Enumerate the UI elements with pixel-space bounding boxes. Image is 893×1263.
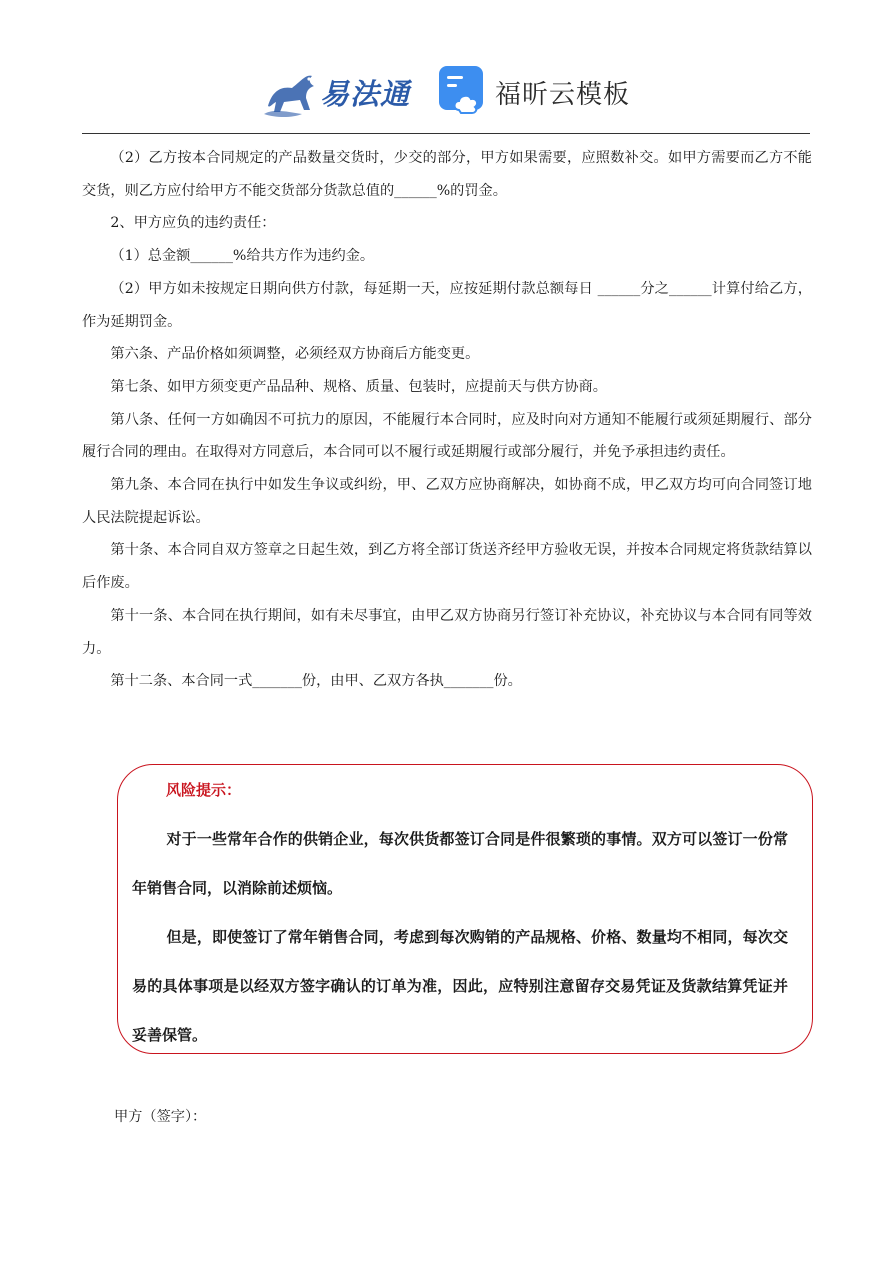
clause-paragraph: 第六条、产品价格如须调整，必须经双方协商后方能变更。: [110, 346, 480, 363]
foxit-template-logo: [437, 64, 637, 120]
clause-paragraph: 第十条、本合同自双方签章之日起生效，到乙方将全部订货送齐经甲方验收无误，并按本合同规定将货款结算以后作废。: [82, 542, 812, 592]
risk-warning-body: [132, 815, 788, 1060]
cloud-document-icon: [437, 64, 489, 116]
risk-warning-paragraph: 对于一些常年合作的供销企业，每次供货都签订合同是件很繁琐的事情。双方可以签订一份常年销售合同，以消除前述烦恼。: [132, 830, 788, 897]
yifatong-logo-text: 易法通: [320, 77, 411, 111]
qilin-icon: [262, 62, 322, 120]
yifatong-logo: [262, 62, 422, 120]
risk-warning-box: [117, 764, 813, 1054]
clause-paragraph: 第八条、任何一方如确因不可抗力的原因，不能履行本合同时，应及时向对方通知不能履行或须延期履行、部分履行合同的理由。在取得对方同意后，本合同可以不履行或延期履行或部分履行，并免予承担违约责任。: [82, 411, 812, 461]
clause-paragraph: （1）总金额______%给共方作为违约金。: [110, 248, 375, 265]
clause-paragraph: 第十一条、本合同在执行期间，如有未尽事宜，由甲乙双方协商另行签订补充协议，补充协议与本合同有同等效力。: [82, 607, 812, 657]
clause-paragraph: 2、甲方应负的违约责任：: [110, 215, 276, 232]
risk-warning-paragraph: 但是，即使签订了常年销售合同，考虑到每次购销的产品规格、价格、数量均不相同，每次交易的具体事项是以经双方签字确认的订单为准，因此，应特别注意留存交易凭证及货款结算凭证并妥善保管。: [132, 928, 788, 1044]
party-a-signature-label: 甲方（签字）：: [114, 1109, 207, 1125]
clause-paragraph: （2）甲方如未按规定日期向供方付款，每延期一天，应按延期付款总额每日 ______分之______计算付给乙方，作为延期罚金。: [82, 280, 812, 330]
risk-warning-title: 风险提示：: [166, 781, 242, 799]
clause-paragraph: 第九条、本合同在执行中如发生争议或纠纷，甲、乙双方应协商解决，如协商不成，甲乙双方均可向合同签订地人民法院提起诉讼。: [82, 477, 812, 526]
page-header: [0, 56, 893, 126]
foxit-template-logo-text: 福昕云模板: [495, 80, 631, 110]
header-divider: [82, 133, 810, 134]
clause-paragraph: （2）乙方按本合同规定的产品数量交货时，少交的部分，甲方如果需要，应照数补交。如甲方需要而乙方不能交货，则乙方应付给甲方不能交货部分货款总值的______%的罚金。: [82, 150, 812, 199]
clause-paragraph: 第七条、如甲方须变更产品品种、规格、质量、包装时，应提前天与供方协商。: [110, 378, 607, 395]
contract-body: [82, 142, 812, 698]
clause-paragraph: 第十二条、本合同一式_______份，由甲、乙双方各执_______份。: [110, 673, 522, 690]
